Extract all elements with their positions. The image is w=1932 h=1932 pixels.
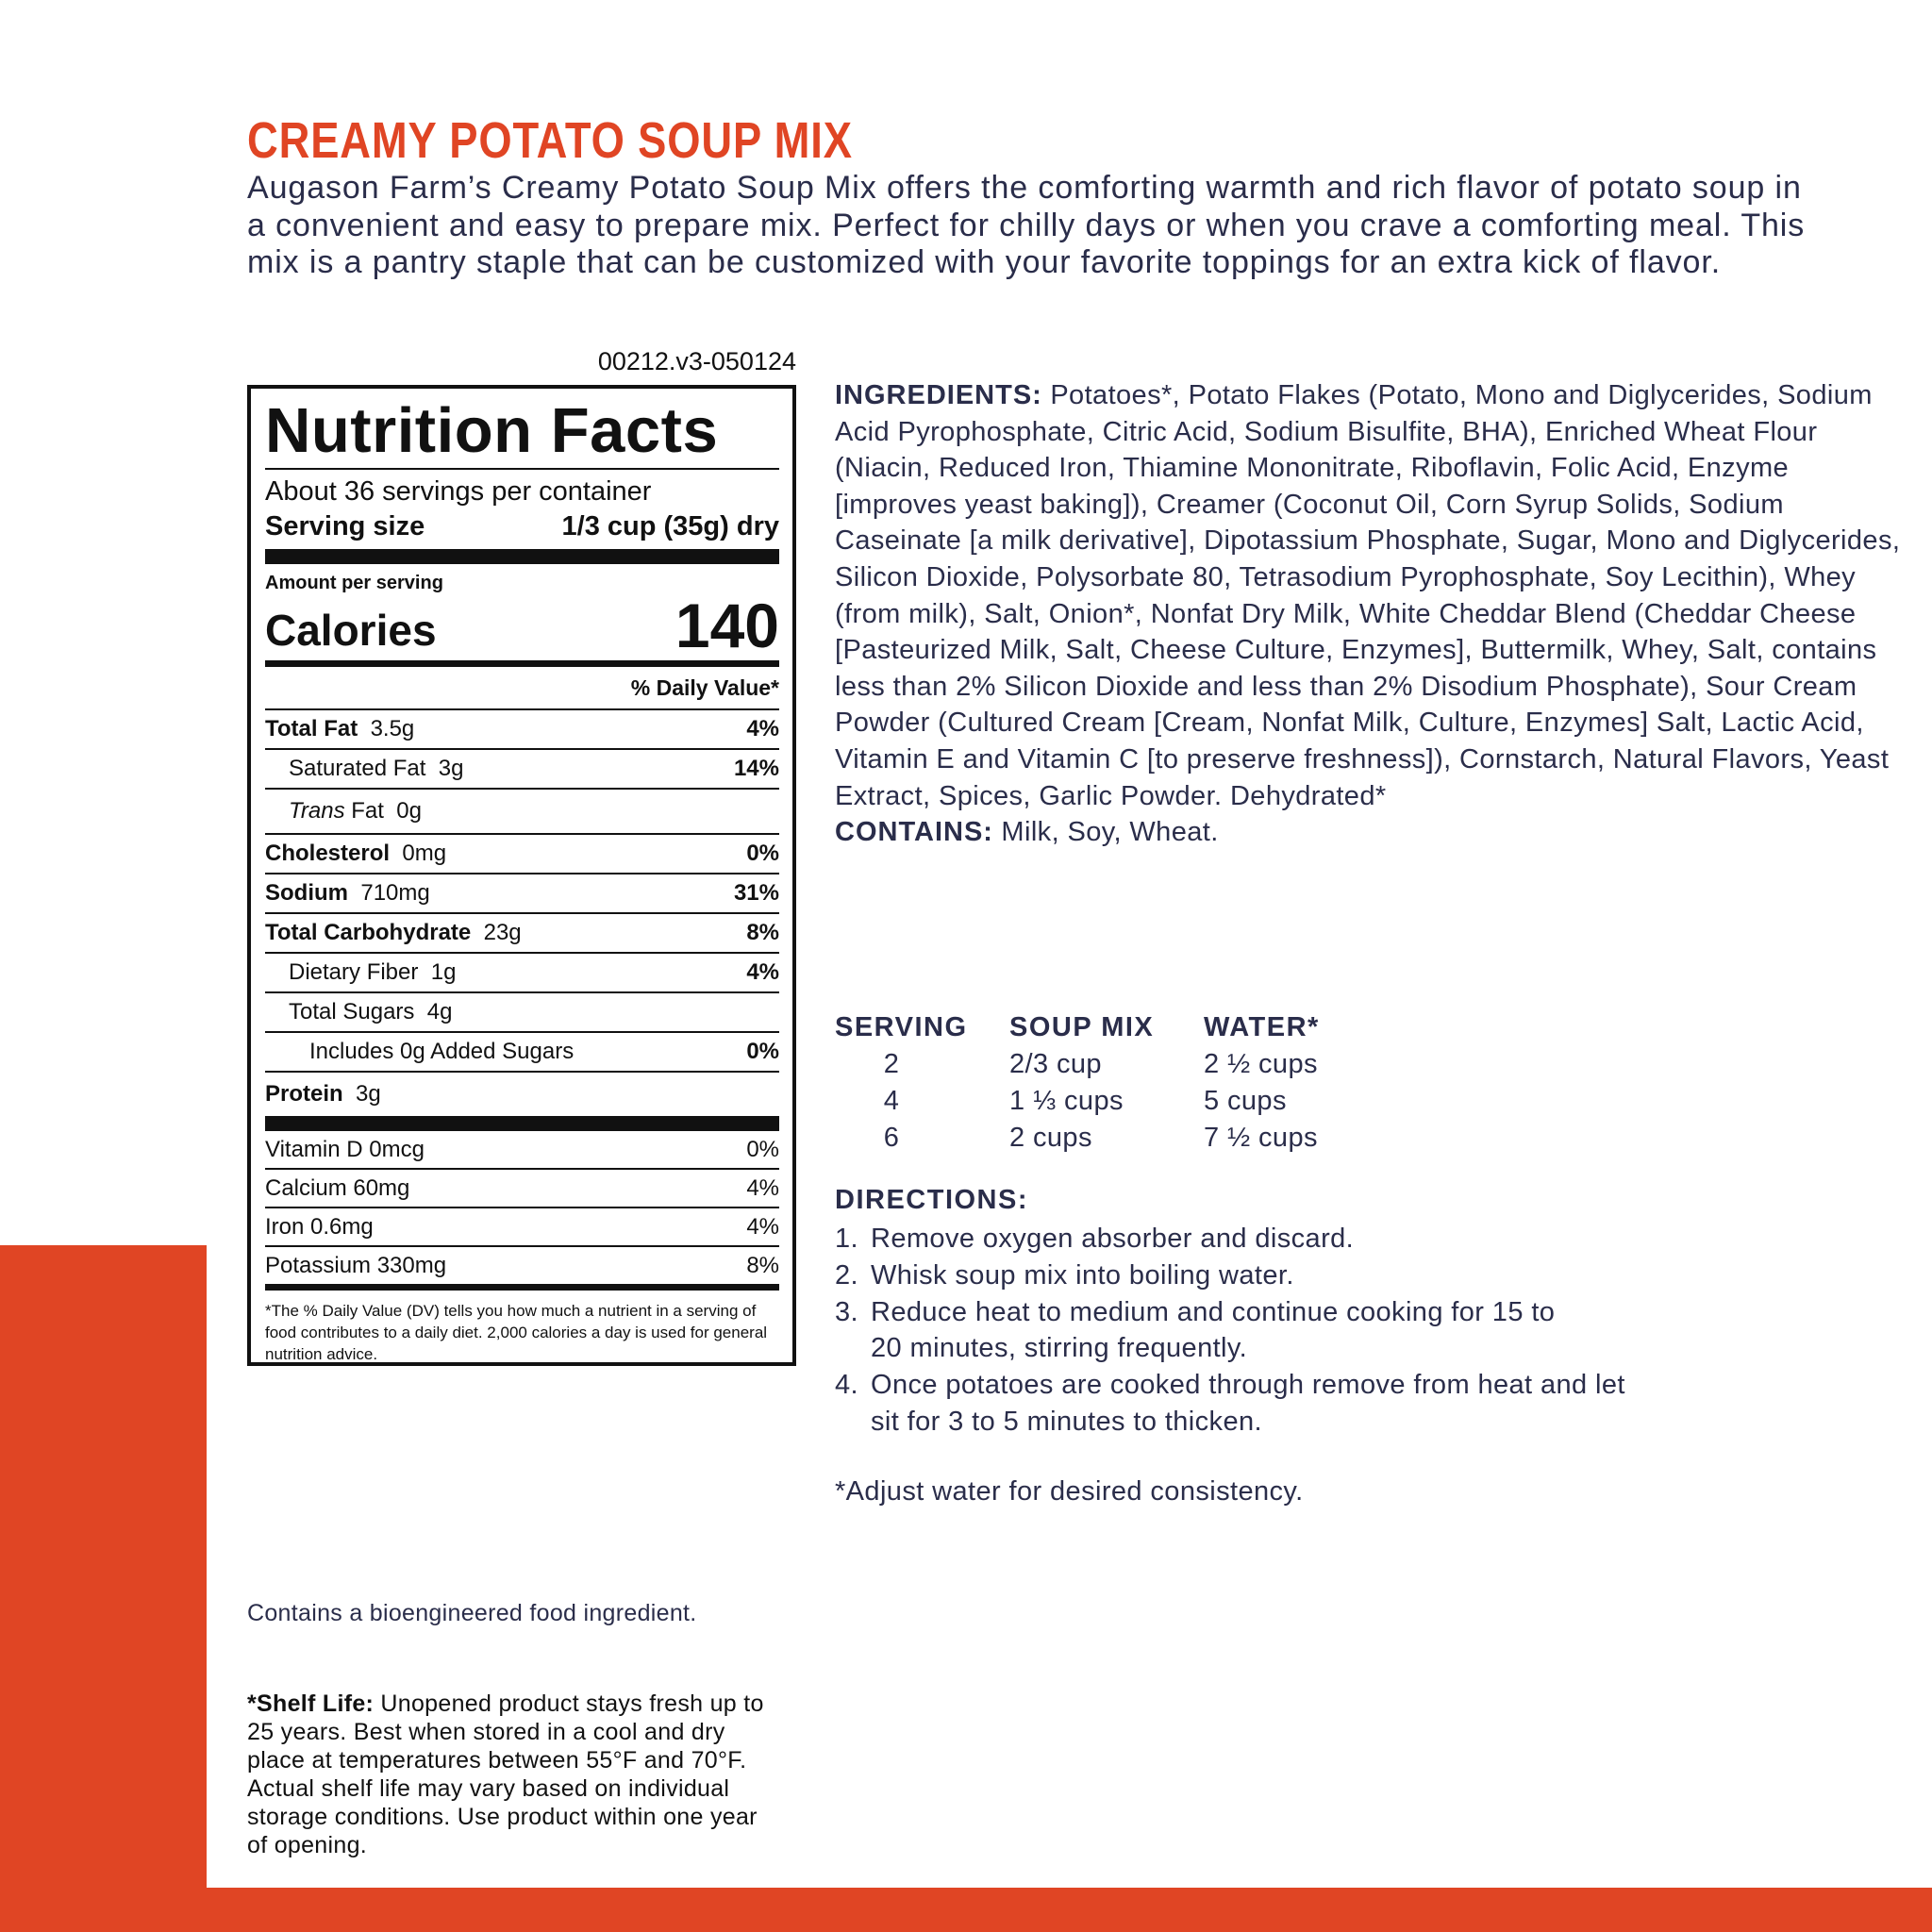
shelf-life-label: *Shelf Life: xyxy=(247,1690,375,1717)
nutrient-label: Total Sugars xyxy=(289,999,415,1024)
header-soup-mix: SOUP MIX xyxy=(1009,1012,1155,1042)
serving-size-row xyxy=(265,509,779,549)
bioengineered-notice: Contains a bioengineered food ingredient. xyxy=(247,1600,697,1626)
nutrient-dv: 4% xyxy=(746,959,779,985)
nutrient-dv: 0% xyxy=(746,1039,779,1064)
nutrient-amount: 4g xyxy=(426,999,453,1024)
ingredients-text: Potatoes*, Potato Flakes (Potato, Mono and Diglycerides, Sodium Acid Pyrophosphate, Citric Acid, Sodium Bisulfite, BHA), Enriched Wheat Flour (Niacin, Reduced Iron, Thiamine Mononitrate, Riboflavin, Folic Acid, Enzyme [improves yeast baking]), Creamer (Coconut Oil, Corn Syrup Solids, Sodium Caseinate [a milk derivative], Dipotassium Phosphate, Sugar, Mono and Diglycerides, Silicon Dioxide, Polysorbate 80, Tetrasodium Pyrophosphate, Soy Lecithin), Whey (from milk), Salt, Onion*, Nonfat Dry Milk, White Cheddar Blend (Cheddar Cheese [Pasteurized Milk, Salt, Cheese Culture, Enzymes], Buttermilk, Whey, Salt, contains less than 2% Silicon Dioxide and less than 2% Disodium Phosphate), Sour Cream Powder (Cultured Cream [Cream, Nonfat Milk, Culture, Enzymes] Salt, Lactic Acid, Vitamin E and Vitamin C [to preserve freshness]), Cornstarch, Natural Flavors, Yeast Extract, Spices, Garlic Powder. Dehydrated* xyxy=(835,380,1901,811)
serving-count: 6 xyxy=(883,1123,900,1153)
orange-side-band xyxy=(0,1245,207,1932)
water-amount: 7 ½ cups xyxy=(1204,1123,1318,1153)
step-number: 3. xyxy=(835,1296,858,1327)
soup-mix-amount: 2/3 cup xyxy=(1009,1049,1102,1079)
nutrient-amount: 3g xyxy=(356,1081,381,1107)
serving-table-row xyxy=(835,1046,1392,1083)
calories-row xyxy=(265,591,779,660)
medium-divider xyxy=(265,660,779,667)
nutrient-row-trans-fat xyxy=(265,788,779,833)
amount-per-serving: Amount per serving xyxy=(265,573,443,593)
nutrition-facts-panel xyxy=(247,385,796,1366)
directions-list xyxy=(835,1221,1684,1441)
calories-label: Calories xyxy=(265,606,437,655)
divider xyxy=(265,468,779,470)
nutrient-dv: 0% xyxy=(746,841,779,866)
serving-size-label: Serving size xyxy=(265,511,425,541)
nutrient-label: Saturated Fat xyxy=(289,756,426,781)
orange-bottom-band xyxy=(0,1888,1932,1932)
nutrient-amount: 0mg xyxy=(402,841,447,866)
serving-table-header xyxy=(835,1009,1392,1046)
step-number: 2. xyxy=(835,1259,858,1291)
step-text: Reduce heat to medium and continue cooking for 15 to 20 minutes, stirring frequently. xyxy=(871,1296,1556,1364)
soup-mix-amount: 2 cups xyxy=(1009,1123,1092,1153)
water-amount: 5 cups xyxy=(1204,1086,1287,1116)
serving-table-row xyxy=(835,1083,1392,1120)
vitamin-label: Vitamin D 0mcg xyxy=(265,1136,425,1162)
nutrient-label: Sodium xyxy=(265,880,348,906)
label-code: 00212.v3-050124 xyxy=(597,347,796,375)
nutrient-row-dietary-fiber xyxy=(265,952,779,991)
serving-table xyxy=(835,1009,1392,1157)
vitamin-row-vitamin-d xyxy=(265,1131,779,1168)
soup-mix-amount: 1 ⅓ cups xyxy=(1009,1086,1124,1116)
vitamin-dv: 8% xyxy=(746,1252,779,1278)
nutrient-amount: 710mg xyxy=(360,880,430,906)
nutrient-label: Total Fat xyxy=(265,716,358,741)
ingredients-block xyxy=(835,377,1901,851)
serving-count: 4 xyxy=(883,1086,900,1116)
direction-step xyxy=(835,1221,1684,1257)
header-serving: SERVING xyxy=(835,1012,968,1042)
nutrient-row-protein xyxy=(265,1071,779,1116)
directions-label: DIRECTIONS: xyxy=(835,1185,1028,1215)
nutrient-amount: 23g xyxy=(483,920,522,945)
daily-value-header: % Daily Value* xyxy=(630,675,779,700)
vitamin-label: Potassium 330mg xyxy=(265,1252,447,1278)
contains-label: CONTAINS: xyxy=(835,817,993,848)
serving-size-value: 1/3 cup (35g) dry xyxy=(561,511,779,541)
nutrient-row-added-sugars xyxy=(265,1031,779,1071)
serving-table-row xyxy=(835,1120,1392,1157)
vitamin-dv: 4% xyxy=(746,1213,779,1240)
shelf-life-block xyxy=(247,1690,775,1859)
thick-divider xyxy=(265,549,779,564)
vitamin-label: Iron 0.6mg xyxy=(265,1213,374,1240)
header-water: WATER* xyxy=(1204,1012,1320,1042)
ingredients-label: INGREDIENTS: xyxy=(835,380,1042,410)
vitamin-row-calcium xyxy=(265,1168,779,1207)
nutrient-dv: 31% xyxy=(733,880,779,906)
direction-step xyxy=(835,1294,1684,1368)
nutrient-row-sodium xyxy=(265,873,779,912)
direction-step xyxy=(835,1257,1684,1294)
nutrient-label: Fat xyxy=(351,798,384,824)
nutrient-row-cholesterol xyxy=(265,833,779,873)
nutrient-amount: 0g xyxy=(396,798,422,824)
vitamin-label: Calcium 60mg xyxy=(265,1174,410,1201)
vitamin-dv: 4% xyxy=(746,1174,779,1201)
nutrient-amount: 3g xyxy=(438,756,464,781)
nutrient-amount: 1g xyxy=(430,959,457,985)
serving-count: 2 xyxy=(883,1049,900,1079)
step-number: 4. xyxy=(835,1370,858,1401)
nutrient-dv: 8% xyxy=(746,920,779,945)
nutrient-dv: 4% xyxy=(746,716,779,741)
contains-text: Milk, Soy, Wheat. xyxy=(1001,817,1219,848)
product-title: CREAMY POTATO SOUP MIX xyxy=(247,112,853,169)
direction-step xyxy=(835,1367,1684,1441)
calories-value: 140 xyxy=(675,591,779,660)
nutrient-label: Dietary Fiber xyxy=(289,959,419,985)
nutrient-row-total-carbohydrate xyxy=(265,912,779,952)
nutrition-facts-title: Nutrition Facts xyxy=(265,395,719,466)
nutrient-label: Cholesterol xyxy=(265,841,391,866)
nutrient-row-saturated-fat xyxy=(265,748,779,788)
vitamin-row-potassium xyxy=(265,1245,779,1284)
thick-divider xyxy=(265,1116,779,1131)
nutrient-label: Protein xyxy=(265,1081,343,1107)
nutrient-amount: 3.5g xyxy=(370,716,415,741)
step-text: Remove oxygen absorber and discard. xyxy=(871,1224,1355,1254)
nutrient-label-italic: Trans xyxy=(289,798,345,824)
servings-per-container: About 36 servings per container xyxy=(265,476,652,507)
vitamin-row-iron xyxy=(265,1207,779,1245)
nutrient-dv: 14% xyxy=(733,756,779,781)
nutrient-row-total-sugars xyxy=(265,991,779,1031)
vitamin-dv: 0% xyxy=(746,1136,779,1162)
step-number: 1. xyxy=(835,1224,858,1254)
nutrient-label: Includes 0g Added Sugars xyxy=(309,1039,575,1064)
water-adjust-note: *Adjust water for desired consistency. xyxy=(835,1476,1304,1507)
nutrient-row-total-fat xyxy=(265,708,779,748)
shelf-life-text: Unopened product stays fresh up to 25 years. Best when stored in a cool and dry place at temperatures between 55°F and 70°F. Actual shelf life may vary based on individual storage conditions. Use product within one year of opening. xyxy=(247,1690,764,1858)
product-description: Augason Farm’s Creamy Potato Soup Mix offers the comforting warmth and rich flavor of potato soup in a convenient and easy to prepare mix. Perfect for chilly days or when you crave a comforting meal. This mix is a pantry staple that can be customized with your favorite toppings for an extra kick of flavor. xyxy=(247,170,1806,280)
step-text: Once potatoes are cooked through remove from heat and let sit for 3 to 5 minutes to thicken. xyxy=(871,1370,1625,1437)
step-text: Whisk soup mix into boiling water. xyxy=(871,1259,1294,1291)
medium-divider xyxy=(265,1284,779,1291)
daily-value-footnote: *The % Daily Value (DV) tells you how much a nutrient in a serving of food contributes to a daily diet. 2,000 calories a day is used for general nutrition advice. xyxy=(265,1302,768,1363)
water-amount: 2 ½ cups xyxy=(1204,1049,1318,1079)
nutrient-label: Total Carbohydrate xyxy=(265,920,472,945)
